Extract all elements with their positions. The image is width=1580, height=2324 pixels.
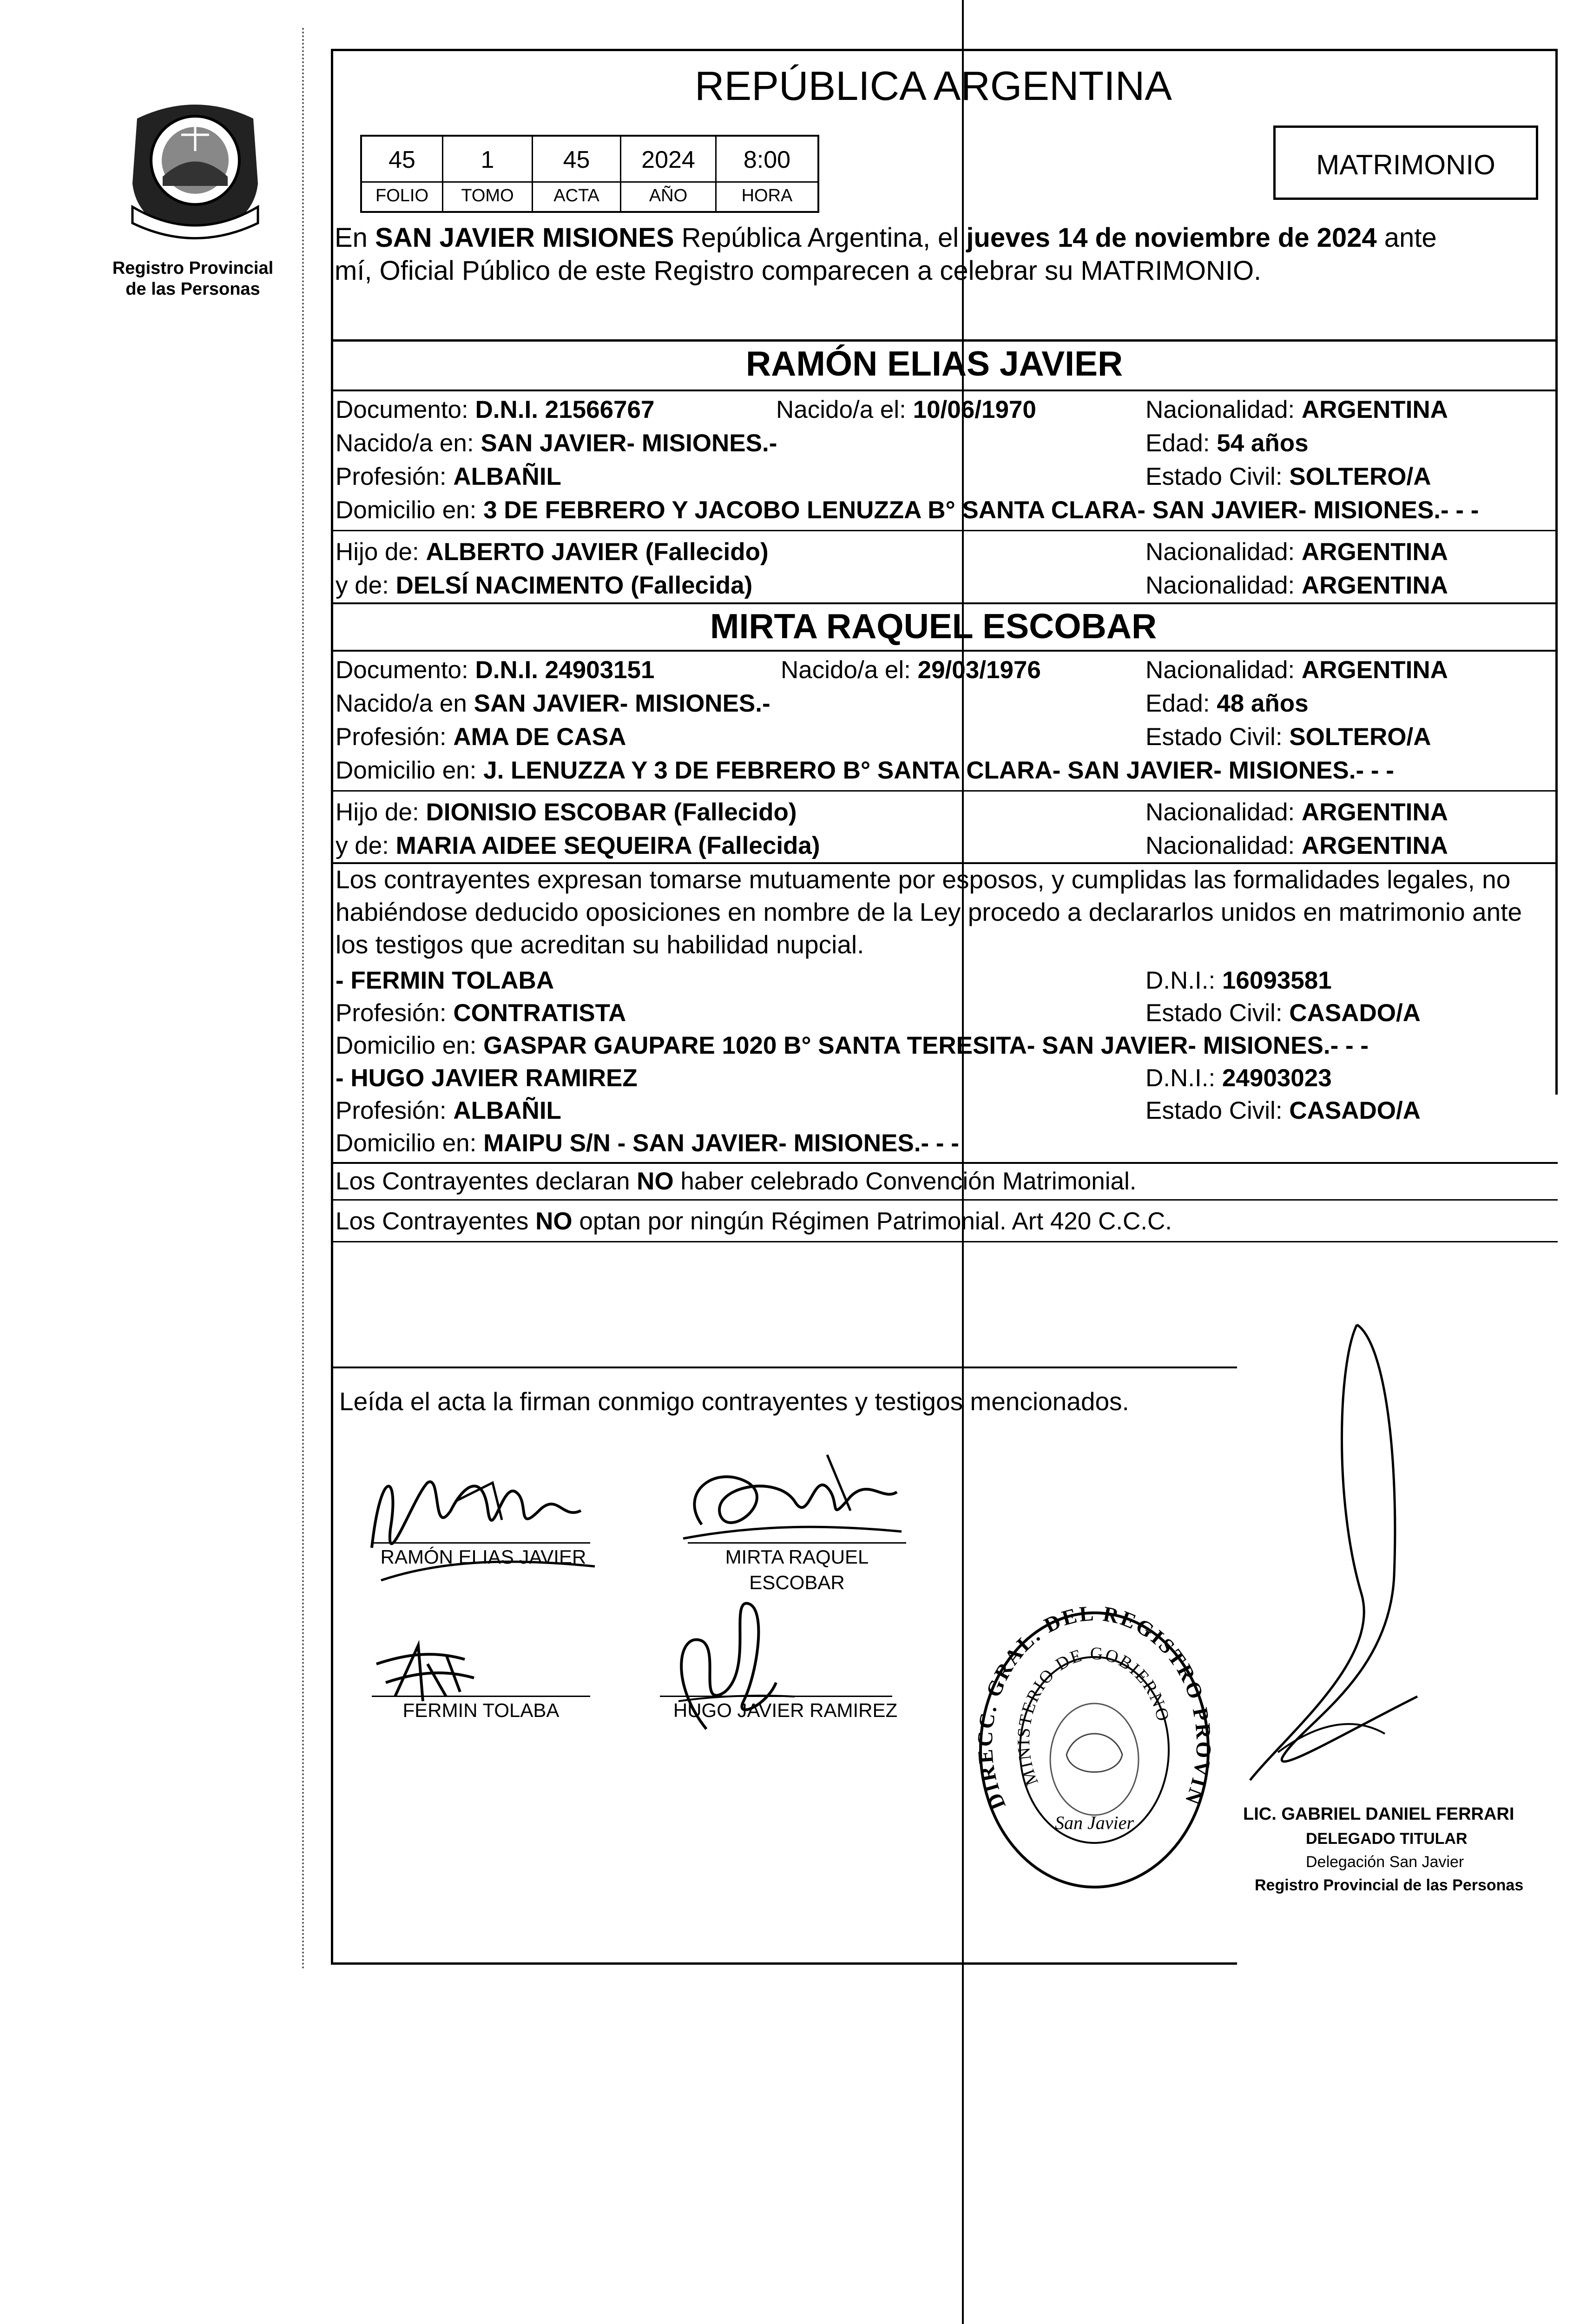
- witness2-profession: Profesión: ALBAÑIL: [336, 1097, 561, 1124]
- witness2-name: - HUGO JAVIER RAMIREZ: [336, 1064, 638, 1092]
- spouse2-mother-nationality: Nacionalidad: ARGENTINA: [1146, 832, 1448, 859]
- declaration-line-1: Los contrayentes expresan tomarse mutuamente por esposos, y cumplidas las formalidades legales, no: [336, 865, 1511, 894]
- intro-line-2: mí, Oficial Público de este Registro comparecen a celebrar su MATRIMONIO.: [335, 256, 1262, 286]
- spouse2-profession: Profesión: AMA DE CASA: [336, 723, 626, 751]
- svg-text:MINISTERIO DE GOBIERNO: MINISTERIO DE GOBIERNO: [1014, 1644, 1173, 1788]
- signature-spouse2-label-2: ESCOBAR: [749, 1571, 845, 1593]
- signature-spouse2: [674, 1446, 906, 1557]
- witness2-dni: D.N.I.: 24903023: [1146, 1064, 1332, 1092]
- signature-witness1-label: FERMIN TOLABA: [402, 1699, 560, 1721]
- frame-bottom: [331, 1962, 1237, 1965]
- spouse1-nationality: Nacionalidad: ARGENTINA: [1146, 396, 1448, 423]
- witness2-civil-status: Estado Civil: CASADO/A: [1146, 1097, 1421, 1124]
- witness1-dni: D.N.I.: 16093581: [1146, 967, 1332, 994]
- seal-center: San Javier: [1055, 1812, 1134, 1833]
- register-table: [360, 135, 819, 213]
- signature-witness2-label: HUGO JAVIER RAMIREZ: [673, 1699, 898, 1721]
- spouse1-profession: Profesión: ALBAÑIL: [336, 463, 561, 490]
- svg-text:DIRECC. GRAL. DEL REGISTRO PRO: DIRECC. GRAL. DEL REGISTRO PROVINCIAL DE LAS PERSONAS: [964, 1587, 1216, 1813]
- official-title: DELEGADO TITULAR: [1306, 1830, 1468, 1848]
- spouse2-age: Edad: 48 años: [1146, 690, 1309, 717]
- official-office: Delegación San Javier: [1306, 1853, 1464, 1871]
- spouse2-doc: Documento: D.N.I. 24903151: [336, 656, 655, 684]
- declaration-line-2: habiéndose deducido oposiciones en nombre de la Ley procedo a declararlos unidos en matrimonio ante: [336, 898, 1522, 926]
- spouse2-father-nationality: Nacionalidad: ARGENTINA: [1146, 799, 1448, 826]
- intro-date: jueves 14 de noviembre de 2024: [966, 223, 1377, 253]
- act-type-box: [1273, 125, 1538, 200]
- registry-seal: [964, 1587, 1216, 1894]
- spouse2-born-on: Nacido/a el: 29/03/1976: [781, 656, 1041, 684]
- spouse1-mother: y de: DELSÍ NACIMENTO (Fallecida): [336, 572, 753, 599]
- folio-label: FOLIO: [375, 186, 429, 205]
- year-value: 2024: [641, 146, 695, 173]
- spouse1-doc: Documento: D.N.I. 21566767: [336, 396, 655, 423]
- frame-left: [331, 49, 333, 1964]
- witness1-address: Domicilio en: GASPAR GAUPARE 1020 B° SANTA TERESITA- SAN JAVIER- MISIONES.- - -: [336, 1032, 1369, 1059]
- folio-value: 45: [388, 146, 415, 173]
- declaration-line-3: los testigos que acreditan su habilidad nupcial.: [336, 930, 864, 959]
- emblem-caption-1: Registro Provincial: [112, 258, 274, 278]
- signature-spouse2-label-1: MIRTA RAQUEL: [725, 1546, 869, 1568]
- witness1-profession: Profesión: CONTRATISTA: [336, 999, 626, 1027]
- hour-label: HORA: [741, 186, 793, 205]
- acta-label: ACTA: [553, 186, 599, 205]
- spouse2-name: MIRTA RAQUEL ESCOBAR: [710, 607, 1157, 646]
- spouse2-address: Domicilio en: J. LENUZZA Y 3 DE FEBRERO B° SANTA CLARA- SAN JAVIER- MISIONES.- - -: [336, 757, 1394, 784]
- act-type: MATRIMONIO: [1316, 149, 1495, 180]
- tomo-value: 1: [481, 146, 494, 173]
- spouse1-father: Hijo de: ALBERTO JAVIER (Fallecido): [336, 538, 769, 566]
- spouse1-father-nationality: Nacionalidad: ARGENTINA: [1146, 538, 1448, 566]
- official-signature: [1231, 1315, 1473, 1789]
- spouse2-nationality: Nacionalidad: ARGENTINA: [1146, 656, 1448, 684]
- intro-place: SAN JAVIER MISIONES: [375, 223, 674, 253]
- page-title: REPÚBLICA ARGENTINA: [695, 63, 1172, 109]
- province-emblem: [118, 91, 272, 244]
- hour-value: 8:00: [743, 146, 791, 173]
- spouse1-address: Domicilio en: 3 DE FEBRERO Y JACOBO LENUZZA B° SANTA CLARA- SAN JAVIER- MISIONES.- - -: [336, 496, 1479, 524]
- tomo-label: TOMO: [461, 186, 514, 205]
- witness1-name: - FERMIN TOLABA: [336, 967, 554, 994]
- spouse2-father: Hijo de: DIONISIO ESCOBAR (Fallecido): [336, 799, 797, 826]
- spouse1-born-in: Nacido/a en: SAN JAVIER- MISIONES.-: [336, 429, 777, 457]
- margin-dots: [302, 28, 308, 1971]
- spouse2-born-in: Nacido/a en SAN JAVIER- MISIONES.-: [336, 690, 770, 717]
- spouse1-born-on: Nacido/a el: 10/06/1970: [776, 396, 1036, 423]
- spouse2-civil-status: Estado Civil: SOLTERO/A: [1146, 723, 1431, 751]
- intro-line-1: En SAN JAVIER MISIONES República Argentina, el jueves 14 de noviembre de 2024 ante: [335, 223, 1437, 253]
- witness2-address: Domicilio en: MAIPU S/N - SAN JAVIER- MISIONES.- - -: [336, 1129, 959, 1157]
- closing-text: Leída el acta la firman conmigo contrayentes y testigos mencionados.: [339, 1387, 1129, 1416]
- spouse1-name: RAMÓN ELIAS JAVIER: [746, 344, 1123, 383]
- witness1-civil-status: Estado Civil: CASADO/A: [1146, 999, 1421, 1027]
- spouse2-mother: y de: MARIA AIDEE SEQUEIRA (Fallecida): [336, 832, 820, 859]
- official-registry: Registro Provincial de las Personas: [1255, 1876, 1524, 1894]
- emblem-icon: [118, 91, 272, 244]
- spouse1-civil-status: Estado Civil: SOLTERO/A: [1146, 463, 1431, 490]
- frame-right: [1555, 49, 1558, 1095]
- signature-spouse1-label: RAMÓN ELIAS JAVIER: [380, 1546, 586, 1568]
- emblem-caption-2: de las Personas: [125, 279, 260, 299]
- frame-top: [331, 49, 1558, 51]
- convention-line: Los Contrayentes declaran NO haber celebrado Convención Matrimonial.: [336, 1168, 1137, 1195]
- regime-line: Los Contrayentes NO optan por ningún Régimen Patrimonial. Art 420 C.C.C.: [336, 1208, 1172, 1235]
- signature-spouse1: [362, 1455, 604, 1594]
- spouse1-mother-nationality: Nacionalidad: ARGENTINA: [1146, 572, 1448, 599]
- spouse1-age: Edad: 54 años: [1146, 429, 1309, 457]
- official-name: LIC. GABRIEL DANIEL FERRARI: [1243, 1804, 1514, 1824]
- year-label: AÑO: [649, 186, 688, 205]
- acta-value: 45: [563, 146, 590, 173]
